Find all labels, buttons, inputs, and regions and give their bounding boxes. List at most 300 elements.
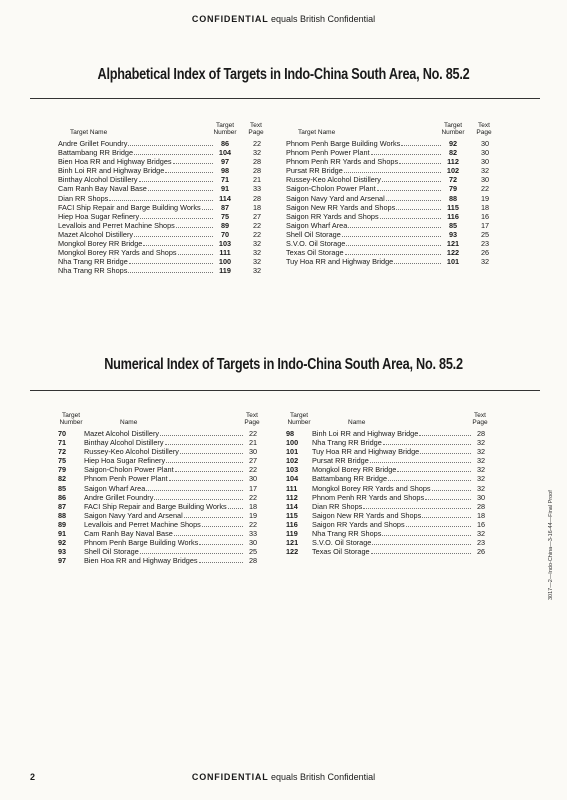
text-page: 16: [476, 519, 486, 529]
target-number: 111: [286, 483, 298, 493]
text-page: 22: [252, 229, 262, 239]
text-page: 26: [480, 248, 490, 258]
target-name: Saigon Wharf Area: [286, 220, 348, 230]
text-page: 22: [252, 139, 262, 148]
target-name: Cam Ranh Bay Naval Base: [58, 184, 147, 194]
text-page: 30: [480, 157, 490, 167]
divider: [30, 390, 540, 391]
list-item: [286, 257, 494, 266]
target-number: 85: [448, 220, 458, 230]
target-name: Saigon New RR Yards and Shops: [286, 202, 396, 212]
target-number: 98: [286, 429, 295, 438]
list-item: [286, 139, 494, 148]
target-number: 71: [58, 438, 67, 448]
page-number: 2: [30, 772, 36, 782]
list-item: [58, 465, 266, 474]
dot-leader: [180, 453, 243, 454]
list-item: [58, 139, 266, 148]
text-page: 18: [476, 510, 486, 520]
text-page: 32: [480, 166, 490, 176]
list-item: [58, 429, 266, 438]
target-name: S.V.O. Oil Storage: [286, 239, 346, 249]
name-header: Target Name: [298, 129, 336, 137]
list-item: [58, 157, 266, 166]
list-item: [286, 184, 494, 193]
target-name: Texas Oil Storage: [286, 248, 344, 258]
dot-leader: [370, 462, 471, 463]
target-number: 86: [58, 492, 67, 502]
list-item: [286, 502, 494, 511]
number-header: Target Number: [213, 122, 237, 137]
list-item: [58, 184, 266, 193]
target-number: 104: [286, 474, 299, 484]
text-page: 32: [476, 438, 486, 448]
list-item: [58, 520, 266, 529]
target-name: Phnom Penh RR Yards and Shops: [286, 157, 399, 167]
dot-leader: [199, 562, 243, 563]
target-number: 92: [58, 538, 67, 548]
list-item: [58, 556, 266, 565]
list-item: [286, 547, 494, 556]
list-item: [58, 175, 266, 184]
dot-leader: [165, 444, 243, 445]
target-name: Phnom Penh Power Plant: [286, 148, 370, 158]
text-page: 26: [476, 547, 486, 557]
dot-leader: [425, 499, 471, 500]
target-number: 92: [448, 139, 458, 148]
text-page: 28: [476, 429, 486, 438]
list-item: [58, 511, 266, 520]
list-item: [58, 447, 266, 456]
dot-leader: [165, 172, 213, 173]
text-page: 32: [476, 465, 486, 475]
target-number: 98: [220, 166, 230, 176]
dot-leader: [386, 200, 441, 201]
target-name: Binh Loi RR and Highway Bridge: [58, 166, 165, 176]
dot-leader: [342, 236, 441, 237]
text-page: 22: [248, 465, 258, 475]
list-item: [286, 484, 494, 493]
list-item: [286, 438, 494, 447]
text-page: 18: [480, 202, 490, 212]
list-item: [286, 520, 494, 529]
name-header: Name: [348, 419, 366, 427]
target-name: Andre Grillet Foundry: [58, 139, 128, 148]
dot-leader: [169, 480, 243, 481]
text-page: 23: [480, 239, 490, 249]
alpha-title: Alphabetical Index of Targets in Indo-China South Area, No. 85.2: [97, 66, 470, 83]
dot-leader: [382, 535, 471, 536]
text-page: 30: [480, 148, 490, 158]
dot-leader: [139, 181, 213, 182]
list-item: [58, 502, 266, 511]
target-name: Saigon Wharf Area: [84, 483, 146, 493]
dot-leader: [184, 517, 243, 518]
number-header: Target Number: [287, 412, 311, 427]
dot-leader: [148, 190, 213, 191]
target-name: Nha Trang RR Bridge: [58, 257, 128, 267]
list-item: [58, 257, 266, 266]
text-page: 32: [480, 257, 490, 267]
dot-leader: [109, 200, 213, 201]
target-name: Battambang RR Bridge: [312, 474, 388, 484]
target-name: Mazet Alcohol Distillery: [58, 229, 134, 239]
target-name: Phnom Penh RR Yards and Shops: [312, 492, 425, 502]
target-number: 70: [220, 229, 230, 239]
target-number: 104: [218, 148, 232, 158]
target-number: 122: [286, 547, 299, 557]
text-page: 18: [252, 202, 262, 212]
list-item: [286, 212, 494, 221]
list-item: [286, 511, 494, 520]
target-number: 116: [447, 211, 459, 221]
dot-leader: [344, 172, 441, 173]
target-number: 88: [448, 193, 458, 203]
target-number: 112: [447, 157, 459, 167]
list-item: [286, 529, 494, 538]
target-name: Battambang RR Bridge: [58, 148, 134, 158]
target-name: Saigon RR Yards and Shops: [312, 519, 405, 529]
list-item: [58, 230, 266, 239]
target-number: 119: [219, 266, 231, 276]
dot-leader: [383, 444, 471, 445]
dot-leader: [134, 154, 213, 155]
dot-leader: [397, 471, 471, 472]
list-item: [286, 465, 494, 474]
target-number: 103: [286, 465, 299, 475]
text-page: 22: [252, 220, 262, 230]
target-number: 88: [58, 510, 67, 520]
text-page: 32: [476, 456, 486, 466]
text-page: 21: [252, 175, 262, 185]
target-number: 72: [448, 175, 458, 185]
target-number: 97: [220, 157, 230, 167]
dot-leader: [134, 236, 213, 237]
dot-leader: [128, 145, 213, 146]
text-page: 17: [248, 483, 258, 493]
target-number: 85: [58, 483, 67, 493]
target-number: 115: [447, 202, 459, 212]
dot-leader: [154, 499, 243, 500]
target-number: 100: [218, 257, 232, 267]
target-number: 97: [58, 556, 67, 566]
dot-leader: [380, 218, 441, 219]
text-page: 32: [476, 529, 486, 539]
dot-leader: [419, 435, 471, 436]
list-item: [286, 221, 494, 230]
text-page: 32: [476, 474, 486, 484]
list-item: [286, 157, 494, 166]
target-name: Andre Grillet Foundry: [84, 492, 154, 502]
dot-leader: [382, 181, 441, 182]
text-page: 22: [248, 492, 258, 502]
target-name: Mongkol Borey RR Yards and Shops: [312, 483, 431, 493]
target-name: Saigon Navy Yard and Arsenal: [286, 193, 385, 203]
list-item: [286, 429, 494, 438]
numeric-title: Numerical Index of Targets in Indo-China South Area, No. 85.2: [104, 356, 463, 373]
target-name: Binh Loi RR and Highway Bridge: [312, 429, 419, 438]
dot-leader: [348, 227, 441, 228]
text-page: 22: [480, 184, 490, 194]
target-name: Russey-Keo Alcohol Distillery: [286, 175, 381, 185]
target-number: 121: [446, 239, 460, 249]
list-item: [58, 194, 266, 203]
list-item: [58, 248, 266, 257]
text-page: 30: [248, 447, 258, 457]
text-page: 18: [248, 501, 258, 511]
target-number: 116: [286, 519, 298, 529]
target-number: 111: [219, 248, 231, 258]
text-page: 32: [476, 447, 486, 457]
target-name: Mazet Alcohol Distillery: [84, 429, 160, 438]
text-page: 22: [248, 519, 258, 529]
target-number: 121: [286, 538, 299, 548]
text-page: 32: [252, 239, 262, 249]
table-header: [286, 410, 494, 429]
target-name: Hiep Hoa Sugar Refinery: [84, 456, 166, 466]
dot-leader: [363, 508, 471, 509]
dot-leader: [422, 517, 471, 518]
target-name: Bien Hoa RR and Highway Bridges: [58, 157, 172, 167]
target-number: 93: [58, 547, 67, 557]
list-item: [58, 484, 266, 493]
numeric-index-right: [286, 410, 494, 556]
target-number: 101: [286, 447, 299, 457]
target-number: 79: [58, 465, 67, 475]
text-page: 32: [252, 257, 262, 267]
text-page: 32: [252, 148, 262, 158]
target-number: 100: [286, 438, 299, 448]
list-item: [58, 474, 266, 483]
target-name: Mongkol Borey RR Yards and Shops: [58, 248, 177, 258]
target-name: FACI Ship Repair and Barge Building Works: [58, 202, 201, 212]
target-number: 82: [448, 148, 458, 158]
target-number: 115: [286, 510, 298, 520]
dot-leader: [166, 462, 243, 463]
table-header: [286, 120, 494, 139]
dot-leader: [372, 544, 471, 545]
list-item: [58, 529, 266, 538]
dot-leader: [129, 263, 213, 264]
list-item: [58, 166, 266, 175]
target-name: Dian RR Shops: [312, 501, 363, 511]
list-item: [286, 447, 494, 456]
target-number: 101: [446, 257, 460, 267]
list-item: [286, 166, 494, 175]
text-page: 23: [476, 538, 486, 548]
list-item: [286, 493, 494, 502]
numeric-index-left: [58, 410, 266, 565]
target-number: 72: [58, 447, 67, 457]
dot-leader: [173, 163, 213, 164]
target-number: 79: [448, 184, 458, 194]
target-number: 103: [218, 239, 232, 249]
dot-leader: [160, 435, 243, 436]
name-header: Target Name: [70, 129, 108, 137]
list-item: [58, 239, 266, 248]
name-header: Name: [120, 419, 138, 427]
equals-label: equals British Confidential: [271, 14, 376, 24]
list-item: [58, 212, 266, 221]
text-page: 30: [248, 538, 258, 548]
confidential-label: CONFIDENTIAL: [191, 772, 269, 782]
list-item: [286, 175, 494, 184]
dot-leader: [377, 190, 441, 191]
dot-leader: [394, 263, 441, 264]
dot-leader: [401, 145, 441, 146]
target-number: 119: [286, 529, 298, 539]
target-name: Phnom Penh Barge Building Works: [84, 538, 199, 548]
page-header: Text Page: [476, 122, 492, 137]
text-page: 25: [480, 229, 490, 239]
text-page: 28: [248, 556, 258, 566]
target-number: 93: [448, 229, 458, 239]
dot-leader: [202, 526, 243, 527]
target-number: 89: [220, 220, 230, 230]
dot-leader: [399, 163, 441, 164]
list-item: [58, 266, 266, 275]
dot-leader: [432, 490, 471, 491]
target-number: 87: [58, 501, 67, 511]
dot-leader: [140, 553, 243, 554]
dot-leader: [228, 508, 243, 509]
target-name: Bien Hoa RR and Highway Bridges: [84, 556, 198, 566]
list-item: [58, 148, 266, 157]
list-item: [58, 547, 266, 556]
list-item: [286, 239, 494, 248]
text-page: 27: [248, 456, 258, 466]
target-number: 71: [220, 175, 230, 185]
dot-leader: [406, 526, 471, 527]
text-page: 33: [248, 529, 258, 539]
text-page: 32: [252, 266, 262, 276]
target-name: Saigon Navy Yard and Arsenal: [84, 510, 183, 520]
dot-leader: [140, 218, 213, 219]
target-name: Nha Trang RR Shops: [58, 266, 128, 276]
dot-leader: [388, 480, 471, 481]
target-number: 75: [220, 211, 230, 221]
dot-leader: [146, 490, 243, 491]
list-item: [286, 456, 494, 465]
list-item: [58, 493, 266, 502]
equals-label: equals British Confidential: [271, 772, 376, 782]
dot-leader: [371, 154, 441, 155]
text-page: 30: [476, 492, 486, 502]
number-header: Target Number: [441, 122, 465, 137]
target-name: Binthay Alcohol Distillery: [58, 175, 138, 185]
text-page: 27: [252, 211, 262, 221]
text-page: 28: [252, 193, 262, 203]
target-name: Saigon New RR Yards and Shops: [312, 510, 422, 520]
target-name: Mongkol Borey RR Bridge: [58, 239, 143, 249]
target-name: Phnom Penh Barge Building Works: [286, 139, 401, 148]
text-page: 16: [480, 211, 490, 221]
target-number: 70: [58, 429, 67, 438]
text-page: 30: [480, 139, 490, 148]
target-number: 89: [58, 519, 67, 529]
target-name: Binthay Alcohol Distillery: [84, 438, 164, 448]
alpha-index-right: [286, 120, 494, 266]
text-page: 32: [476, 483, 486, 493]
divider: [30, 98, 540, 99]
text-page: 33: [252, 184, 262, 194]
list-item: [286, 538, 494, 547]
page-header: Text Page: [472, 412, 488, 427]
target-number: 82: [58, 474, 67, 484]
target-number: 91: [58, 529, 67, 539]
text-page: 28: [252, 166, 262, 176]
table-header: [58, 120, 266, 139]
top-header: [0, 14, 567, 24]
dot-leader: [345, 254, 441, 255]
dot-leader: [175, 471, 243, 472]
dot-leader: [143, 245, 213, 246]
list-item: [286, 230, 494, 239]
list-item: [286, 194, 494, 203]
dot-leader: [176, 227, 213, 228]
text-page: 22: [248, 429, 258, 438]
target-number: 87: [220, 202, 230, 212]
target-name: Russey-Keo Alcohol Distillery: [84, 447, 179, 457]
text-page: 19: [480, 193, 490, 203]
dot-leader: [174, 535, 243, 536]
target-name: Shell Oil Storage: [286, 229, 341, 239]
bottom-footer: [0, 772, 567, 782]
page-header: Text Page: [244, 412, 260, 427]
target-number: 102: [286, 456, 299, 466]
target-name: Pursat RR Bridge: [312, 456, 369, 466]
target-name: FACI Ship Repair and Barge Building Works: [84, 501, 227, 511]
page-header: Text Page: [248, 122, 264, 137]
text-page: 28: [252, 157, 262, 167]
text-page: 32: [252, 248, 262, 258]
target-number: 86: [220, 139, 230, 148]
target-name: Phnom Penh Power Plant: [84, 474, 168, 484]
target-name: Texas Oil Storage: [312, 547, 370, 557]
text-page: 28: [476, 501, 486, 511]
target-name: Tuy Hoa RR and Highway Bridge: [286, 257, 394, 267]
text-page: 30: [248, 474, 258, 484]
target-name: Nha Trang RR Bridge: [312, 438, 382, 448]
target-name: Shell Oil Storage: [84, 547, 139, 557]
target-name: Tuy Hoa RR and Highway Bridge: [312, 447, 420, 457]
table-header: [58, 410, 266, 429]
list-item: [286, 474, 494, 483]
confidential-label: CONFIDENTIAL: [191, 14, 269, 24]
target-name: Saigon RR Yards and Shops: [286, 211, 379, 221]
target-name: Levallois and Perret Machine Shops: [58, 220, 175, 230]
list-item: [58, 203, 266, 212]
list-item: [58, 538, 266, 547]
text-page: 25: [248, 547, 258, 557]
target-name: Cam Ranh Bay Naval Base: [84, 529, 173, 539]
dot-leader: [371, 553, 471, 554]
list-item: [286, 248, 494, 257]
target-number: 112: [286, 492, 298, 502]
list-item: [58, 221, 266, 230]
text-page: 17: [480, 220, 490, 230]
target-name: Mongkol Borey RR Bridge: [312, 465, 397, 475]
target-number: 114: [219, 193, 231, 203]
target-name: Levallois and Perret Machine Shops: [84, 519, 201, 529]
target-name: S.V.O. Oil Storage: [312, 538, 372, 548]
target-number: 114: [286, 501, 298, 511]
target-number: 75: [58, 456, 67, 466]
target-number: 91: [220, 184, 230, 194]
target-name: Saigon-Cholon Power Plant: [84, 465, 174, 475]
number-header: Target Number: [59, 412, 83, 427]
dot-leader: [202, 209, 213, 210]
